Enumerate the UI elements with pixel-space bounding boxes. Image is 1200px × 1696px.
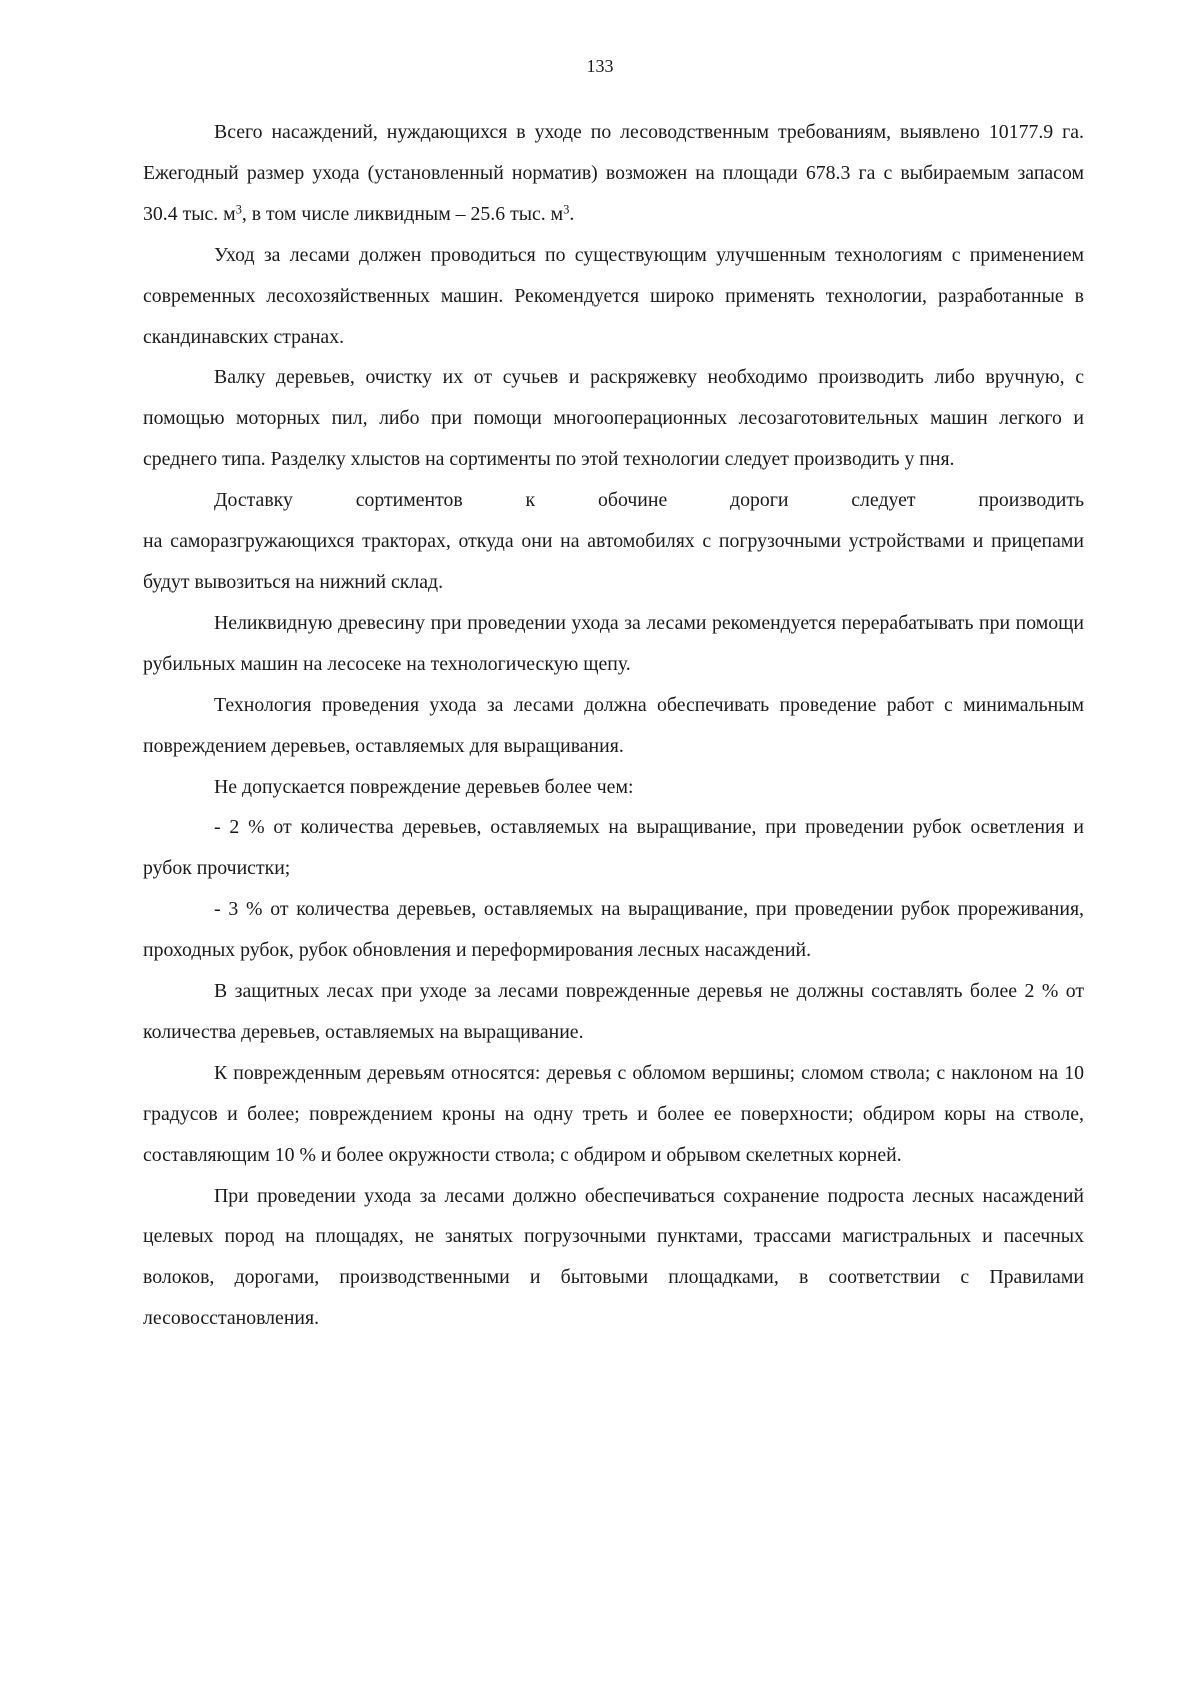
document-body bbox=[143, 112, 1084, 1339]
paragraph-minimal-damage: Технология проведения ухода за лесами должна обеспечивать проведение работ с минимальным повреждением деревьев, оставляемых для выращивания. bbox=[143, 693, 1084, 757]
word: производить bbox=[978, 489, 1084, 512]
paragraph-damage-limits-intro: Не допускается повреждение деревьев более чем: bbox=[214, 775, 634, 798]
word: следует bbox=[851, 489, 916, 512]
word: обочине bbox=[597, 489, 668, 512]
word: Доставку bbox=[214, 489, 293, 512]
paragraph-delivery-first-line bbox=[143, 480, 1084, 521]
paragraph-delivery-rest: на саморазгружающихся тракторах, откуда они на автомобилях с погрузочными устройствами и прицепами будут вывозиться на нижний склад. bbox=[143, 530, 1084, 593]
paragraph-text: , в том числе ликвидным – 25.6 тыс. м bbox=[241, 202, 564, 225]
paragraph-text: . bbox=[569, 202, 575, 225]
paragraph-text: Всего насаждений, нуждающихся в уходе по лесоводственным требованиям, выявлено 10177.9 га. Ежегодный размер ухода (установленный норматив) возможен на площади 678.3 га с выбираемым запасом 30.4 тыс. м bbox=[143, 121, 1084, 225]
superscript: 3 bbox=[563, 202, 570, 217]
list-item-damage-3-percent: - 3 % от количества деревьев, оставляемых на выращивание, при проведении рубок прореживания, проходных рубок, рубок обновления и переформирования лесных насаждений. bbox=[143, 898, 1084, 962]
paragraph-illiquid-wood: Неликвидную древесину при проведении ухода за лесами рекомендуется перерабатывать при помощи рубильных машин на лесосеке на технологическую щепу. bbox=[143, 611, 1084, 675]
word: к bbox=[525, 489, 536, 512]
paragraph-care-volume bbox=[143, 112, 1084, 235]
superscript: 3 bbox=[235, 202, 242, 217]
paragraph-felling: Валку деревьев, очистку их от сучьев и раскряжевку необходимо производить либо вручную, с помощью моторных пил, либо при помощи многооперационных лесозаготовительных машин легкого и среднего типа. Разделку хлыстов на сортименты по этой технологии следует производить у пня. bbox=[143, 366, 1084, 471]
list-item-damage-2-percent: - 2 % от количества деревьев, оставляемых на выращивание, при проведении рубок осветления и рубок прочистки; bbox=[143, 816, 1084, 880]
paragraph-protective-forests: В защитных лесах при уходе за лесами поврежденные деревья не должны составлять более 2 % от количества деревьев, оставляемых на выращивание. bbox=[143, 980, 1084, 1043]
page-number: 133 bbox=[586, 56, 614, 76]
word: сортиментов bbox=[355, 489, 463, 512]
word: дороги bbox=[730, 489, 789, 512]
paragraph-technologies: Уход за лесами должен проводиться по существующим улучшенным технологиям с применением современных лесохозяйственных машин. Рекомендуется широко применять технологии, разработанные в скандинавских странах. bbox=[143, 243, 1084, 348]
paragraph-damaged-trees-definition: К поврежденным деревьям относятся: деревья с обломом вершины; сломом ствола; с наклоном на 10 градусов и более; повреждением кроны на одну треть и более ее поверхности; обдиром коры на стволе, составляющим 10 % и более окружности ствола; с обдиром и обрывом скелетных корней. bbox=[143, 1061, 1084, 1166]
paragraph-undergrowth-preservation: При проведении ухода за лесами должно обеспечиваться сохранение подроста лесных насаждений целевых пород на площадях, не занятых погрузочными пунктами, трассами магистральных и пасечных волоков, дорогами, производственными и бытовыми площадками, в соответствии с Правилами лесовосстановления. bbox=[143, 1184, 1084, 1330]
